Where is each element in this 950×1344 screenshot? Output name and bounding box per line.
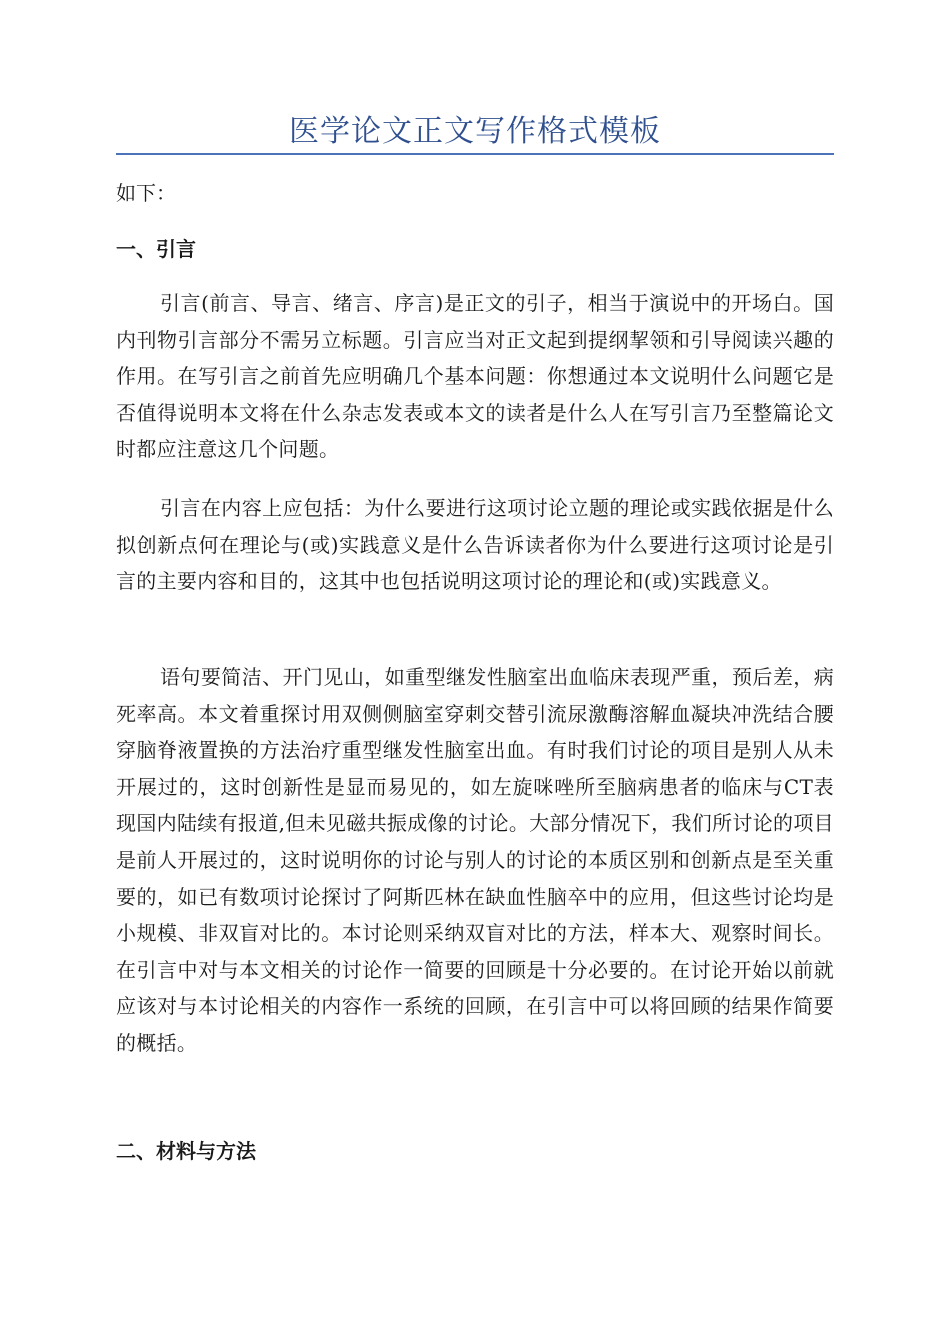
intro-text: 如下： xyxy=(116,181,176,205)
title-divider xyxy=(116,153,834,155)
paragraph-intro-content: 引言在内容上应包括：为什么要进行这项讨论立题的理论或实践依据是什么拟创新点何在理论与(或)实践意义是什么告诉读者你为什么要进行这项讨论是引言的主要内容和目的，这其中也包括说明这项讨论的理论和(或)实践意义。 xyxy=(116,496,834,594)
document-title: 医学论文正文写作格式模板 xyxy=(289,114,661,149)
paragraph-intro-style: 语句要简洁、开门见山，如重型继发性脑室出血临床表现严重，预后差，病死率高。本文着重探讨用双侧侧脑室穿刺交替引流尿激酶溶解血凝块冲洗结合腰穿脑脊液置换的方法治疗重型继发性脑室出血。有时我们讨论的项目是别人从未开展过的，这时创新性是显而易见的，如左旋咪唑所至脑病患者的临床与CT表现国内陆续有报道,但未见磁共振成像的讨论。大部分情况下，我们所讨论的项目是前人开展过的，这时说明你的讨论与别人的讨论的本质区别和创新点是至关重要的，如已有数项讨论探讨了阿斯匹林在缺血性脑卒中的应用，但这些讨论均是小规模、非双盲对比的。本讨论则采纳双盲对比的方法，样本大、观察时间长。在引言中对与本文相关的讨论作一简要的回顾是十分必要的。在讨论开始以前就应该对与本讨论相关的内容作一系统的回顾，在引言中可以将回顾的结果作简要的概括。 xyxy=(116,665,834,1055)
section-heading-materials-methods: 二、材料与方法 xyxy=(116,1139,256,1163)
section-heading-introduction: 一、引言 xyxy=(116,237,196,261)
paragraph-intro-definition: 引言(前言、导言、绪言、序言)是正文的引子，相当于演说中的开场白。国内刊物引言部分不需另立标题。引言应当对正文起到提纲挈领和引导阅读兴趣的作用。在写引言之前首先应明确几个基本问题：你想通过本文说明什么问题它是否值得说明本文将在什么杂志发表或本文的读者是什么人在写引言乃至整篇论文时都应注意这几个问题。 xyxy=(116,291,834,462)
